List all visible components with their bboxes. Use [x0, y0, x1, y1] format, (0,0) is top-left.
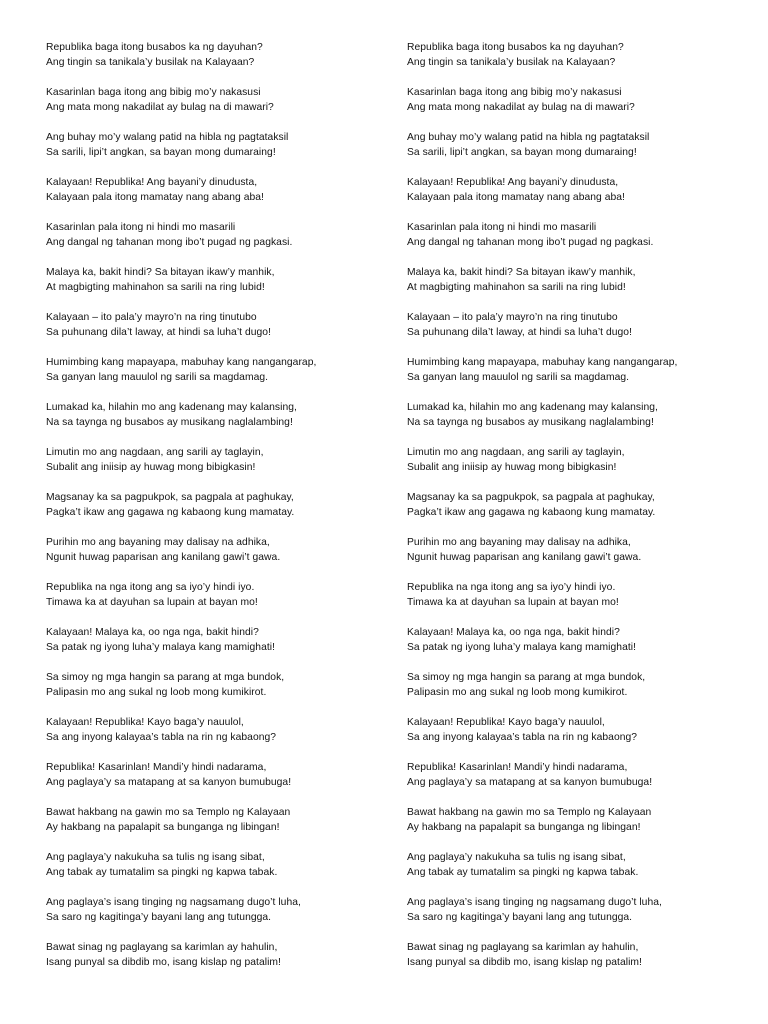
poem-line: Ay hakbang na papalapit sa bunganga ng libingan! [46, 822, 280, 833]
stanza [46, 355, 396, 400]
stanza [407, 175, 757, 220]
stanza [407, 85, 757, 130]
poem-line: Palipasin mo ang sukal ng loob mong kumikirot. [46, 687, 267, 698]
stanza [46, 40, 396, 85]
stanza [407, 895, 757, 940]
stanza [46, 580, 396, 625]
poem-line: Kasarinlan baga itong ang bibig mo’y nakasusi [46, 87, 261, 98]
poem-line: Kalayaan – ito pala’y mayro’n na ring tinutubo [46, 312, 257, 323]
poem-line: Kalayaan! Republika! Ang bayani’y dinudusta, [407, 177, 619, 188]
stanza [46, 85, 396, 130]
poem-line: Palipasin mo ang sukal ng loob mong kumikirot. [407, 687, 628, 698]
poem-column-right [407, 40, 757, 985]
stanza [407, 490, 757, 535]
poem-line: Ay hakbang na papalapit sa bunganga ng libingan! [407, 822, 641, 833]
poem-line: Lumakad ka, hilahin mo ang kadenang may kalansing, [407, 402, 658, 413]
poem-line: Ang paglaya’y nakukuha sa tulis ng isang sibat, [46, 852, 265, 863]
poem-line: Malaya ka, bakit hindi? Sa bitayan ikaw’y manhik, [46, 267, 275, 278]
poem-line: Sa puhunang dila’t laway, at hindi sa luha’t dugo! [407, 327, 632, 338]
poem-line: Ang buhay mo’y walang patid na hibla ng pagtataksil [407, 132, 650, 143]
stanza [46, 400, 396, 445]
poem-line: Kalayaan! Malaya ka, oo nga nga, bakit hindi? [46, 627, 259, 638]
poem-line: Sa patak ng iyong luha’y malaya kang mamighati! [46, 642, 276, 653]
poem-line: Timawa ka at dayuhan sa lupain at bayan mo! [46, 597, 258, 608]
stanza [46, 130, 396, 175]
poem-line: Subalit ang iniisip ay huwag mong bibigkasin! [407, 462, 617, 473]
poem-line: Na sa taynga ng busabos ay musikang naglalambing! [407, 417, 654, 428]
stanza [407, 940, 757, 985]
stanza [407, 760, 757, 805]
poem-line: Humimbing kang mapayapa, mabuhay kang nangangarap, [46, 357, 317, 368]
poem-line: Sa saro ng kagitinga’y bayani lang ang tutungga. [407, 912, 633, 923]
stanza [46, 850, 396, 895]
poem-line: Ang paglaya’y nakukuha sa tulis ng isang sibat, [407, 852, 626, 863]
poem-line: Ang paglaya’s isang tinging ng nagsamang dugo’t luha, [407, 897, 662, 908]
stanza [407, 400, 757, 445]
poem-column-left [46, 40, 396, 985]
poem-line: Sa ganyan lang mauulol ng sarili sa magdamag. [46, 372, 269, 383]
poem-line: Timawa ka at dayuhan sa lupain at bayan mo! [407, 597, 619, 608]
poem-line: Republika! Kasarinlan! Mandi’y hindi nadarama, [407, 762, 628, 773]
poem-line: Bawat hakbang na gawin mo sa Templo ng Kalayaan [46, 807, 291, 818]
poem-line: Ang paglaya’s isang tinging ng nagsamang dugo’t luha, [46, 897, 301, 908]
stanza [407, 220, 757, 265]
stanza [46, 535, 396, 580]
poem-line: At magbigting mahinahon sa sarili na ring lubid! [46, 282, 265, 293]
stanza [407, 670, 757, 715]
poem-line: Magsanay ka sa pagpukpok, sa pagpala at paghukay, [46, 492, 294, 503]
poem-line: Isang punyal sa dibdib mo, isang kislap ng patalim! [46, 957, 281, 968]
poem-line: Purihin mo ang bayaning may dalisay na adhika, [407, 537, 631, 548]
poem-line: Ang mata mong nakadilat ay bulag na di mawari? [407, 102, 635, 113]
stanza [46, 940, 396, 985]
stanza [46, 760, 396, 805]
poem-line: Purihin mo ang bayaning may dalisay na adhika, [46, 537, 270, 548]
poem-line: Republika baga itong busabos ka ng dayuhan? [407, 42, 624, 53]
stanza [407, 535, 757, 580]
stanza [46, 670, 396, 715]
poem-line: Ang buhay mo’y walang patid na hibla ng pagtataksil [46, 132, 289, 143]
poem-line: Sa ganyan lang mauulol ng sarili sa magdamag. [407, 372, 630, 383]
poem-line: Sa sarili, lipi’t angkan, sa bayan mong dumaraing! [407, 147, 637, 158]
poem-line: Lumakad ka, hilahin mo ang kadenang may kalansing, [46, 402, 297, 413]
poem-line: Ang dangal ng tahanan mong ibo’t pugad ng pagkasi. [46, 237, 293, 248]
stanza [46, 265, 396, 310]
poem-line: Kasarinlan baga itong ang bibig mo’y nakasusi [407, 87, 622, 98]
stanza [407, 625, 757, 670]
poem-line: Kalayaan pala itong mamatay nang abang aba! [407, 192, 625, 203]
poem-line: Sa sarili, lipi’t angkan, sa bayan mong dumaraing! [46, 147, 276, 158]
poem-line: Ang tingin sa tanikala’y busilak na Kalayaan? [46, 57, 255, 68]
poem-line: Pagka’t ikaw ang gagawa ng kabaong kung mamatay. [46, 507, 295, 518]
poem-line: Kalayaan – ito pala’y mayro’n na ring tinutubo [407, 312, 618, 323]
poem-line: Ang dangal ng tahanan mong ibo’t pugad ng pagkasi. [407, 237, 654, 248]
poem-line: Kalayaan pala itong mamatay nang abang aba! [46, 192, 264, 203]
poem-line: Limutin mo ang nagdaan, ang sarili ay taglayin, [407, 447, 625, 458]
poem-line: Humimbing kang mapayapa, mabuhay kang nangangarap, [407, 357, 678, 368]
poem-line: Kalayaan! Republika! Kayo baga’y nauulol, [46, 717, 244, 728]
stanza [407, 715, 757, 760]
stanza [46, 490, 396, 535]
poem-line: Kasarinlan pala itong ni hindi mo masarili [407, 222, 597, 233]
poem-line: Bawat sinag ng paglayang sa karimlan ay hahulin, [407, 942, 639, 953]
poem-line: Ngunit huwag paparisan ang kanilang gawi’t gawa. [46, 552, 281, 563]
stanza [46, 715, 396, 760]
poem-line: Na sa taynga ng busabos ay musikang naglalambing! [46, 417, 293, 428]
stanza [407, 265, 757, 310]
stanza [407, 40, 757, 85]
poem-line: Sa puhunang dila’t laway, at hindi sa luha’t dugo! [46, 327, 271, 338]
poem-line: Ang tabak ay tumatalim sa pingki ng kapwa tabak. [407, 867, 639, 878]
stanza [46, 625, 396, 670]
poem-line: Limutin mo ang nagdaan, ang sarili ay taglayin, [46, 447, 264, 458]
poem-line: Ngunit huwag paparisan ang kanilang gawi’t gawa. [407, 552, 642, 563]
poem-line: At magbigting mahinahon sa sarili na ring lubid! [407, 282, 626, 293]
poem-line: Sa ang inyong kalayaa’s tabla na rin ng kabaong? [46, 732, 277, 743]
poem-line: Ang mata mong nakadilat ay bulag na di mawari? [46, 102, 274, 113]
stanza [407, 445, 757, 490]
stanza [407, 850, 757, 895]
stanza [46, 310, 396, 355]
stanza [407, 310, 757, 355]
poem-line: Ang paglaya’y sa matapang at sa kanyon bumubuga! [46, 777, 292, 788]
poem-line: Isang punyal sa dibdib mo, isang kislap ng patalim! [407, 957, 642, 968]
poem-line: Sa saro ng kagitinga’y bayani lang ang tutungga. [46, 912, 272, 923]
stanza [46, 175, 396, 220]
poem-line: Bawat hakbang na gawin mo sa Templo ng Kalayaan [407, 807, 652, 818]
stanza [407, 580, 757, 625]
poem-line: Kalayaan! Republika! Kayo baga’y nauulol, [407, 717, 605, 728]
poem-line: Sa patak ng iyong luha’y malaya kang mamighati! [407, 642, 637, 653]
poem-line: Sa simoy ng mga hangin sa parang at mga bundok, [46, 672, 285, 683]
poem-line: Ang tingin sa tanikala’y busilak na Kalayaan? [407, 57, 616, 68]
poem-line: Sa simoy ng mga hangin sa parang at mga bundok, [407, 672, 646, 683]
poem-line: Kasarinlan pala itong ni hindi mo masarili [46, 222, 236, 233]
poem-line: Ang tabak ay tumatalim sa pingki ng kapwa tabak. [46, 867, 278, 878]
poem-line: Republika! Kasarinlan! Mandi’y hindi nadarama, [46, 762, 267, 773]
poem-line: Pagka’t ikaw ang gagawa ng kabaong kung mamatay. [407, 507, 656, 518]
poem-line: Bawat sinag ng paglayang sa karimlan ay hahulin, [46, 942, 278, 953]
poem-line: Malaya ka, bakit hindi? Sa bitayan ikaw’y manhik, [407, 267, 636, 278]
poem-line: Sa ang inyong kalayaa’s tabla na rin ng kabaong? [407, 732, 638, 743]
poem-line: Magsanay ka sa pagpukpok, sa pagpala at paghukay, [407, 492, 655, 503]
poem-line: Republika baga itong busabos ka ng dayuhan? [46, 42, 263, 53]
stanza [46, 445, 396, 490]
poem-line: Kalayaan! Republika! Ang bayani’y dinudusta, [46, 177, 258, 188]
poem-line: Kalayaan! Malaya ka, oo nga nga, bakit hindi? [407, 627, 620, 638]
stanza [46, 805, 396, 850]
poem-line: Republika na nga itong ang sa iyo’y hindi iyo. [46, 582, 255, 593]
stanza [46, 895, 396, 940]
stanza [407, 355, 757, 400]
stanza [407, 805, 757, 850]
poem-line: Subalit ang iniisip ay huwag mong bibigkasin! [46, 462, 256, 473]
stanza [46, 220, 396, 265]
stanza [407, 130, 757, 175]
poem-line: Republika na nga itong ang sa iyo’y hindi iyo. [407, 582, 616, 593]
poem-line: Ang paglaya’y sa matapang at sa kanyon bumubuga! [407, 777, 653, 788]
